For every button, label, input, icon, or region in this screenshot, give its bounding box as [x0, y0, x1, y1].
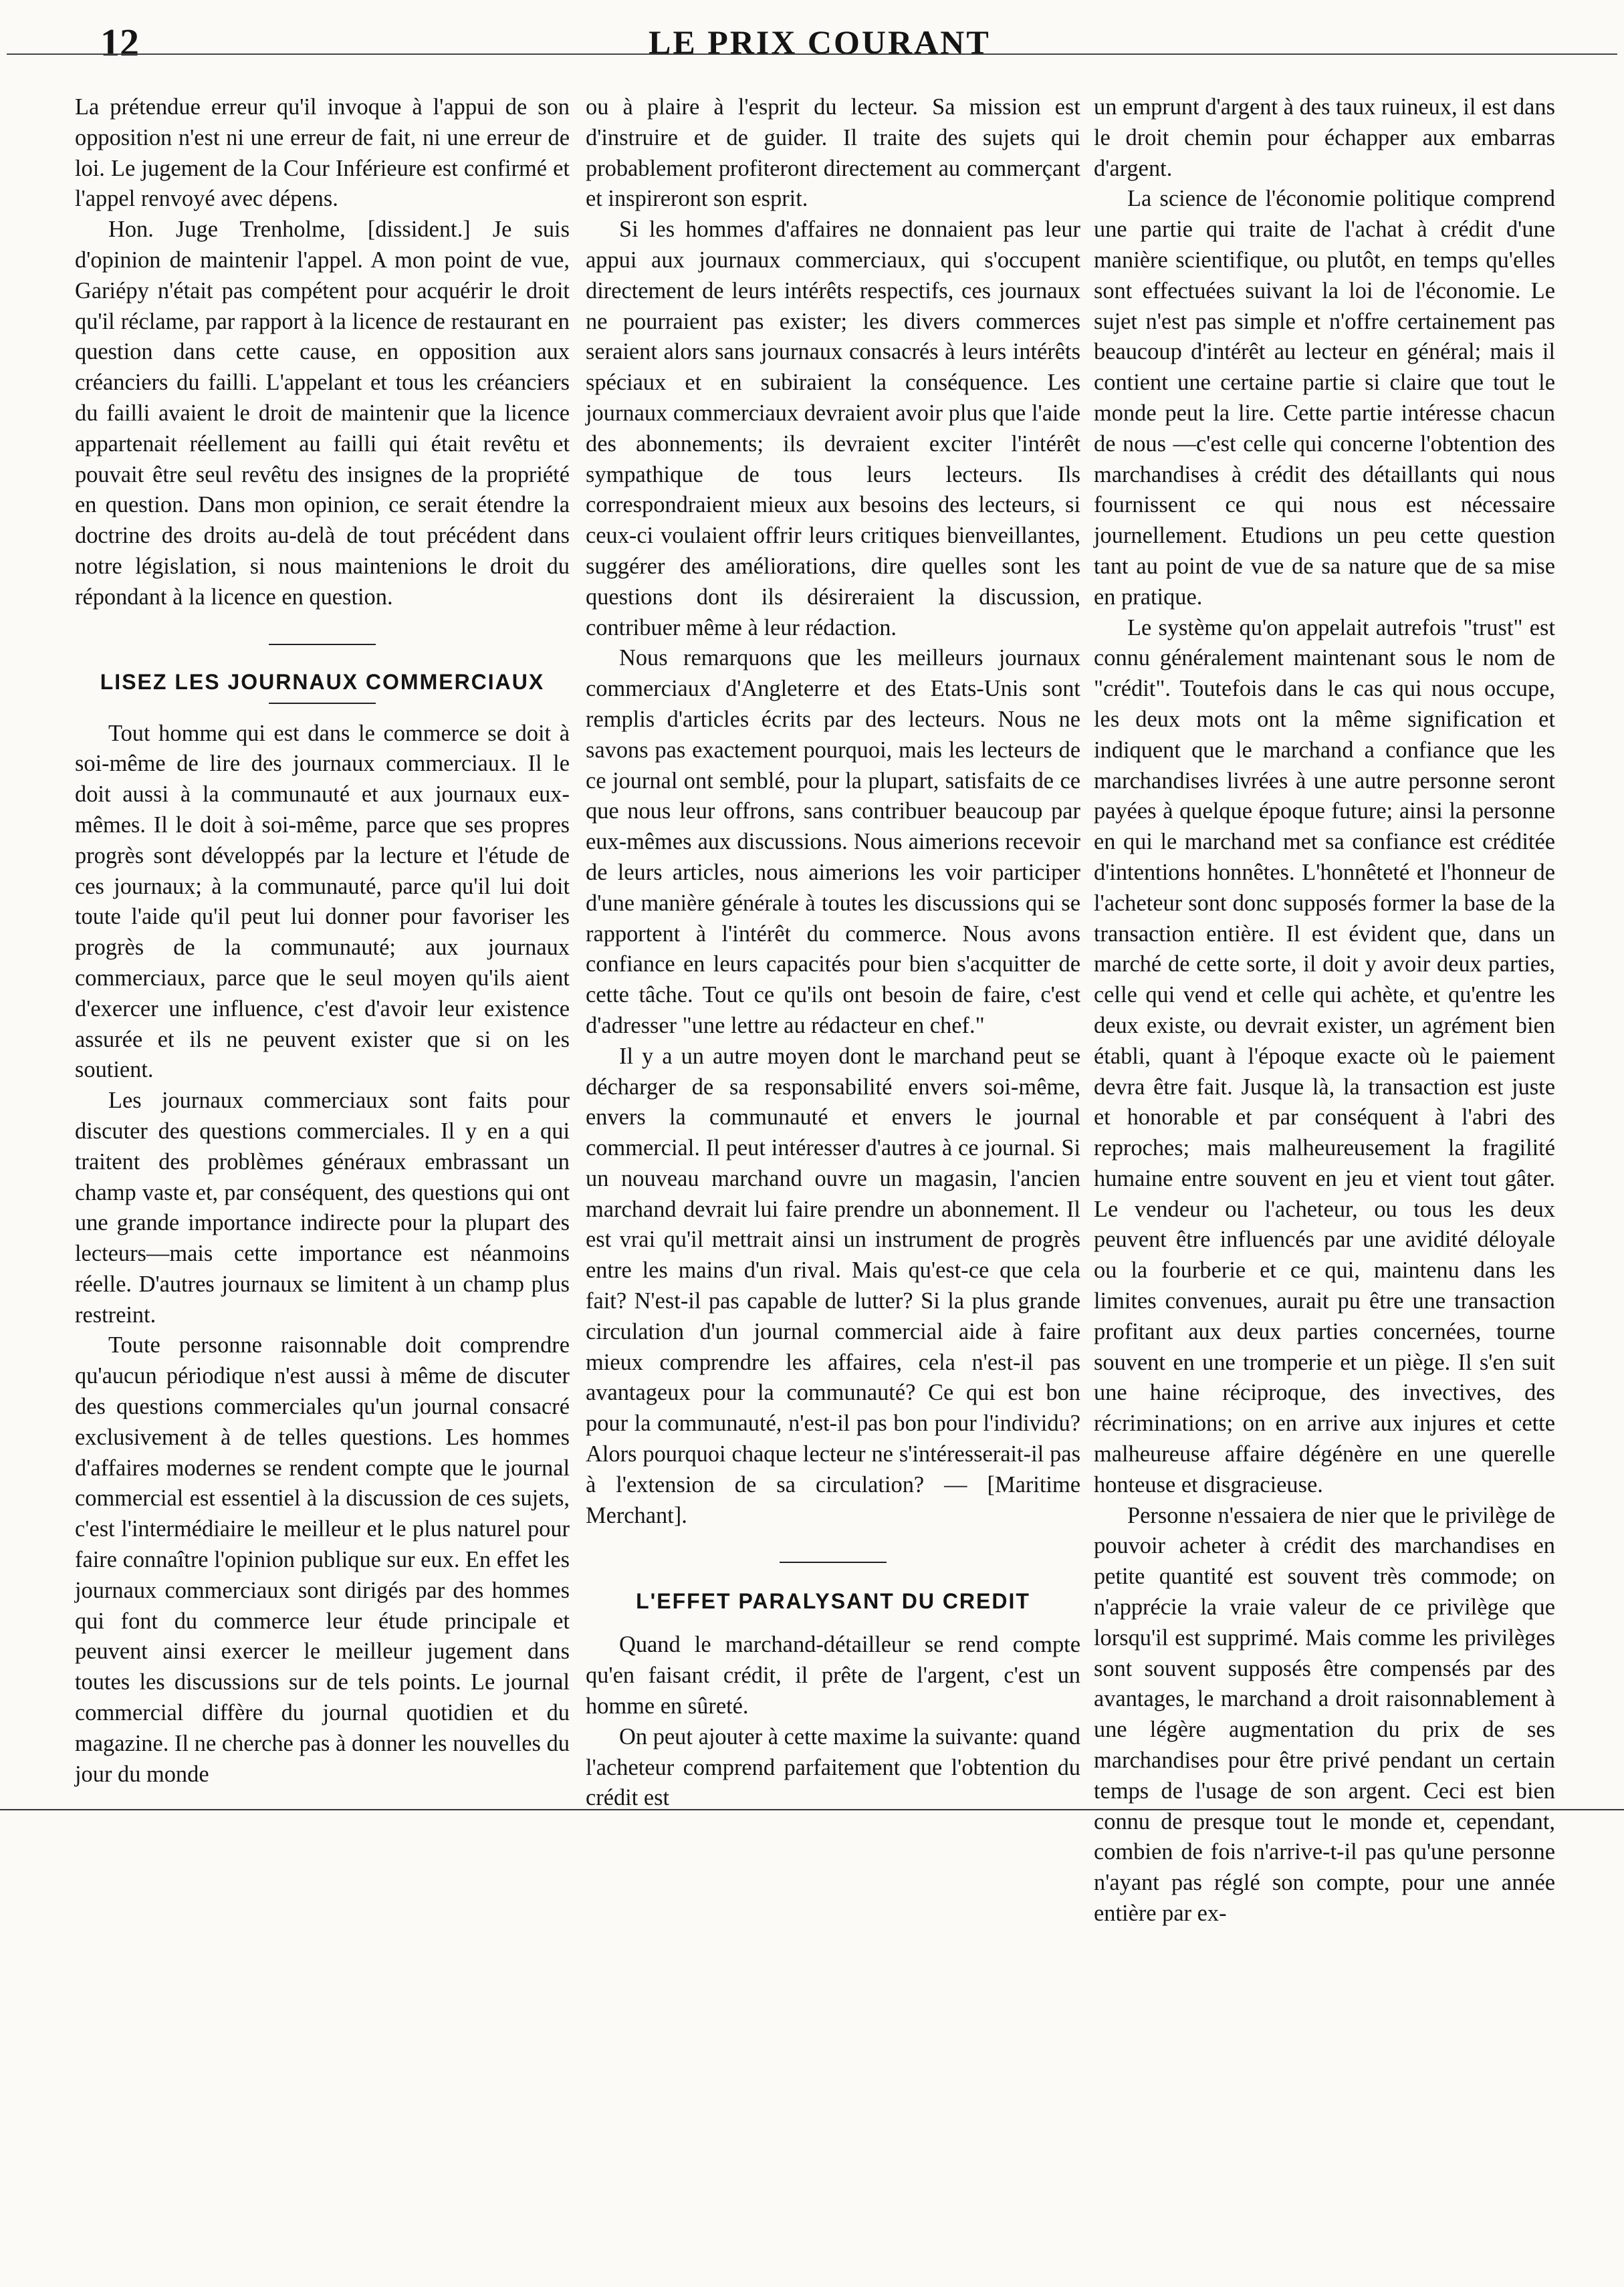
paragraph: Hon. Juge Trenholme, [dissident.] Je suis d'opinion de maintenir l'appel. A mon point de vue, Gariépy n'était pas compétent pour acquérir le droit qu'il réclame, par rapport à la licence de restaurant en question dans cette cause, en opposition aux créanciers du failli. L'appelant et tous les créanciers du failli avaient le droit de maintenir que la licence appartenait réellement au failli qui était revêtu et pouvait être seul revêtu des insignes de la propriété en question. Dans mon opinion, ce serait étendre la doctrine des droits au-delà de tout précédent dans notre législation, si nous maintenions le droit du répondant à la licence en question.: [75, 217, 570, 610]
paragraph: Tout homme qui est dans le commerce se doit à soi-même de lire des journaux commerciaux. Il le doit aussi à la communauté et aux journaux eux-mêmes. Il le doit à soi-même, parce que ses propres progrès sont développés par la lecture et l'étude de ces journaux; à la communauté, parce qu'il lui doit toute l'aide qu'il peut lui donner pour favoriser les progrès de la communauté; aux journaux commerciaux, parce que le seul moyen qu'ils aient d'exercer une influence, c'est d'avoir leur existence assurée et ils ne peuvent exister que si on les soutient.: [75, 720, 570, 1083]
masthead-title: LE PRIX COURANT: [649, 23, 991, 61]
column-3: [1094, 92, 1555, 1929]
paragraph: Les journaux commerciaux sont faits pour discuter des questions commerciales. Il y en a qui traitent des problèmes généraux embrassant un champ vaste et, par conséquent, des questions qui ont une grande importance indirecte pour la plupart des lecteurs—mais cette importance est néanmoins réelle. D'autres journaux se limitent à un champ plus restreint.: [75, 1088, 570, 1328]
paragraph: Si les hommes d'affaires ne donnaient pas leur appui aux journaux commerciaux, qui s'occupent directement de leurs intérêts respectifs, ces journaux ne pourraient pas exister; les divers commerces seraient alors sans journaux consacrés à leurs intérêts spéciaux et en subiraient la conséquence. Les journaux commerciaux devraient avoir plus que l'aide des abonnements; ils devraient exciter l'intérêt sympathique de tous leurs lecteurs. Ils correspondraient mieux aux besoins des lecteurs, si ceux-ci voulaient offrir leurs critiques bienveillantes, suggérer des améliorations, dire quelles sont les questions dont ils désireraient la discussion, contribuer même à leur rédaction.: [586, 217, 1080, 640]
paragraph: Quand le marchand-détailleur se rend compte qu'en faisant crédit, il prête de l'argent, c'est un homme en sûreté.: [586, 1632, 1080, 1719]
paragraph: Le système qu'on appelait autrefois "trust" est connu généralement maintenant sous le nom de "crédit". Toutefois dans le cas qui nous occupe, les deux mots ont la même signification et indiquent que le marchand a confiance que les marchandises livrées à une autre personne seront payées à quelque époque future; ainsi la personne en qui le marchand met sa confiance est créditée d'intentions honnêtes. L'honnêteté et l'honneur de l'acheteur sont donc supposés former la base de la transaction entière. Il est évident que, dans un marché de cette sorte, il doit y avoir deux parties, celle qui vend et celle qui achète, et qu'entre les deux existe, ou devrait exister, un agrément bien établi, quant à l'époque exacte où le paiement devra être fait. Jusque là, la transaction est juste et honorable et par conséquent à l'abri des reproches; mais malheureusement la fragilité humaine entre souvent en jeu et vient tout gâter. Le vendeur ou l'acheteur, ou tous les deux peuvent être influencés par une avidité déloyale ou la fourberie et ce qui, maintenu dans les limites convenues, aurait pu être une transaction profitant aux deux parties concernées, tourne souvent en une tromperie et un piège. Il s'en suit une haine réciproque, des invectives, des récriminations; on en arrive aux injures et cette malheureuse affaire dégénère en une querelle honteuse et disgracieuse.: [1094, 614, 1555, 1497]
paragraph: La science de l'économie politique comprend une partie qui traite de l'achat à crédit d'une manière scientifique, ou plutôt, en temps qu'elles sont effectuées suivant la loi de l'économie. Le sujet n'est pas simple et n'offre certainement pas beaucoup d'intérêt au lecteur en général; mais il contient une certaine partie si claire que tout le monde peut la lire. Cette partie intéresse chacun de nous —c'est celle qui concerne l'obtention des marchandises à crédit des détaillants qui nous fournissent ce qui nous est nécessaire journellement. Etudions un peu cette question tant au point de vue de sa nature que de sa mise en pratique.: [1094, 186, 1555, 610]
page-number: 12: [100, 21, 139, 64]
column-2: [586, 92, 1080, 1814]
paragraph: La prétendue erreur qu'il invoque à l'appui de son opposition n'est ni une erreur de fait, ni une erreur de loi. Le jugement de la Cour Inférieure est confirmé et l'appel renvoyé avec dépens.: [75, 94, 570, 212]
paragraph: un emprunt d'argent à des taux ruineux, il est dans le droit chemin pour échapper aux embarras d'argent.: [1094, 94, 1555, 181]
article-heading: LISEZ LES JOURNAUX COMMERCIAUX: [100, 669, 545, 694]
header-rule: [7, 53, 1617, 55]
column-1: [75, 92, 570, 1790]
section-rule: [780, 1562, 887, 1563]
paragraph: Toute personne raisonnable doit comprendre qu'aucun périodique n'est aussi à même de discuter des questions commerciales qu'un journal consacré exclusivement à de telles questions. Les hommes d'affaires modernes se rendent compte que le journal commercial est essentiel à la discussion de ces sujets, c'est l'intermédiaire le meilleur et le plus naturel pour faire connaître l'opinion publique sur eux. En effet les journaux commerciaux sont dirigés par des hommes qui font du commerce leur étude principale et peuvent ainsi exercer le meilleur jugement dans toutes les discussions sur de tels points. Le journal commercial diffère du journal quotidien et du magazine. Il ne cherche pas à donner les nouvelles du jour du monde: [75, 1332, 570, 1787]
paragraph: Personne n'essaiera de nier que le privilège de pouvoir acheter à crédit des marchandises en petite quantité est souvent très commode; on n'apprécie la vraie valeur de ce privilège que lorsqu'il est supprimé. Mais comme les privilèges sont souvent supposés être compensés par des avantages, le marchand a droit raisonnablement à une légère augmentation du prix de ses marchandises pour être privé pendant un certain temps de l'usage de son argent. Ceci est bien connu de presque tout le monde et, cependant, combien de fois n'arrive-t-il pas qu'une personne n'ayant pas réglé son compte, pour une année entière par ex-: [1094, 1502, 1555, 1927]
paragraph: On peut ajouter à cette maxime la suivante: quand l'acheteur comprend parfaitement que l'obtention du crédit est: [586, 1723, 1080, 1811]
paragraph: Nous remarquons que les meilleurs journaux commerciaux d'Angleterre et des Etats-Unis sont remplis d'articles écrits par des lecteurs. Nous ne savons pas exactement pourquoi, mais les lecteurs de ce journal ont semblé, pour la plupart, satisfaits de ce que nous leur offrons, sans contribuer beaucoup par eux-mêmes aux discussions. Nous aimerions recevoir de leurs articles, nous aimerions les voir participer d'une manière générale à toutes les discussions qui se rapportent à l'intérêt du commerce. Nous avons confiance en leurs capacités pour bien s'acquitter de cette tâche. Tout ce qu'ils ont besoin de faire, c'est d'adresser "une lettre au rédacteur en chef.": [586, 645, 1080, 1038]
section-rule: [269, 644, 376, 645]
paragraph: Il y a un autre moyen dont le marchand peut se décharger de sa responsabilité envers soi-même, envers la communauté et envers le journal commercial. Il peut intéresser d'autres à ce journal. Si un nouveau marchand ouvre un magasin, l'ancien marchand devrait lui faire prendre un abonnement. Il est vrai qu'il mettrait ainsi un instrument de progrès entre les mains d'un rival. Mais qu'est-ce que cela fait? N'est-il pas capable de lutter? Si la plus grande circulation d'un journal commercial aide à faire mieux comprendre les affaires, cela n'est-il pas avantageux pour la communauté? Ce qui est bon pour la communauté, n'est-il pas bon pour l'individu? Alors pourquoi chaque lecteur ne s'intéresserait-il pas à l'extension de sa circulation? — [Maritime Merchant].: [586, 1043, 1080, 1528]
paragraph: ou à plaire à l'esprit du lecteur. Sa mission est d'instruire et de guider. Il traite des sujets qui probablement profiteront directement au commerçant et inspireront son esprit.: [586, 94, 1080, 212]
page-header: [0, 0, 1624, 80]
article-heading: L'EFFET PARALYSANT DU CREDIT: [636, 1589, 1030, 1614]
section-rule: [269, 703, 376, 704]
